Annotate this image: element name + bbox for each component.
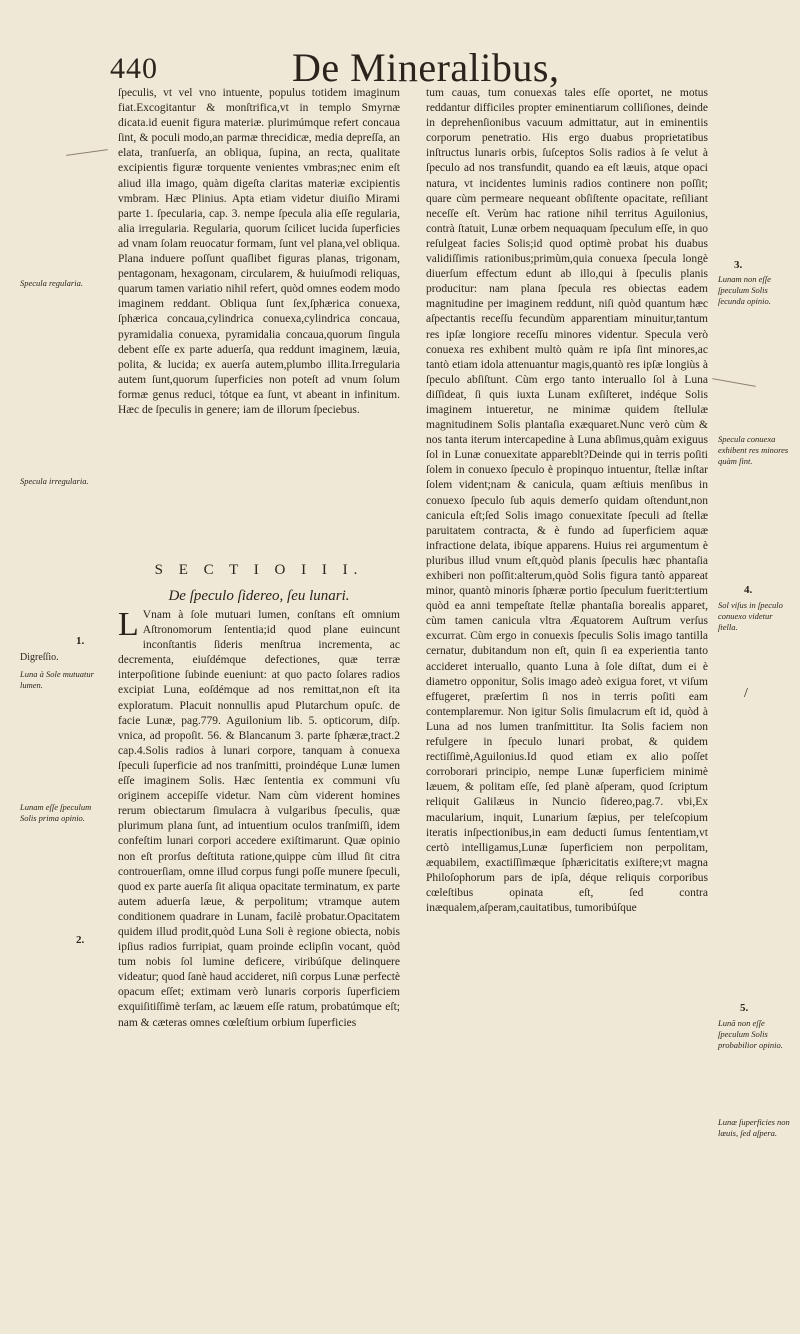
margin-note-specula-regularia: Specula regularia. xyxy=(20,278,83,288)
margin-number: 2. xyxy=(76,934,85,946)
margin-note-luna-a-sole: Luna à Sole mutuatur lumen. xyxy=(20,669,94,690)
ink-stroke xyxy=(712,378,756,387)
page-number: 440 xyxy=(110,52,158,85)
margin-number: 1. xyxy=(76,635,85,647)
margin-note-specula-convexa: Specula conuexa exhibent res minores quàm ſint. xyxy=(718,434,789,466)
margin-note-digressio: Digreſſio. xyxy=(20,652,59,663)
running-title: De Mineralibus, xyxy=(292,45,560,90)
paragraph: tum cauas, tum conuexas tales eſſe oportet, ne motus reddantur difficiles propter eminentiarum colliſiones, deinde in deprehenſionibus vacuum admittatur, aut in eminentiis corporum penetratio. His ergo duabus proprietatibus inſtructus lunaris orbis, ſuſceptos Solis radios à ſe velut à ſpeculo ad nos transfundit, quando ea eſt læuis, atque opaci natura, vt incidentes luminis radios continere non poſſit; quare cùm permeare nequeant obſiſtente opacitate, reſiliant neceſſe eſt. Verùm hac ratione nihil territus Aguilonius, contrà ſtatuit, Lunæ orbem nequaquam ſpeculum eſſe, in quo reſulgeat facies Solis;id quod optimè probat his duabus validiſſimis rationibus;primùm,quia conuexa ſpecula longè diuerſum effectum edunt ab illo,qui à ſpeculis planis producitur: nam plana ſpecula res obiectas eadem magnitudine per imaginem reddunt, niſi quòd quantum hæc aſpectantis receſſu fecundùm apparentiam minuitur,tantum res ipſæ longiore receſſu minores videntur. Specula verò conuexa res exhibent multò quàm re ipſa ſint minores,ac tantò etiam idola attenuantur magis,quantò res ipſæ longiùs à ſpeculo abſiſtunt. Cùm ergo tanto interuallo ſol à Luna diſſideat, ſi quis iuxta Lunam exſiſteret, indéque Solis imaginem intueretur, ne minimæ quidem ſtellulæ magnitudinem Solis plantaſia exæquaret.Nunc verò cùm & nos tanta iterum intercapedine à Luna abſimus,quàm exiguus ſol in Lunæ conuexitate appareblt?Deinde qui in terris poſiti ſolem in conuexo ſpeculo è propinquo intuentur, ſtellæ inſtar ſolem vident;nam & canicula, quam æſtiuis menſibus in conuexo ſpeculo ſub aquis demerſo quidam oſtendunt,non canicula eſt;ſed Solis imago conuexitate ſpeculi ad ſtellæ paruitatem contracta, & è fundo ad ſuperficiem aquæ infractione delata, ibíque apparens. Huius rei argumentum è pluribus illud vnum eſt,quòd planis ſpeculis hæc phantaſia exhiberi non poſſit:alterum,quòd Solis figura tantò appareat minor, quantò minoris ſphæræ portio ſpeculum fuerit:tertium quòd ea anni tempeſtate ſtellæ phantaſia borealis apparet, cùm tamen canicula vltra Æquatorem Auſtrum verſus excurrat. Cùm ergo in conuexis ſpeculis Solis imago tantilla cernatur, dubitandum non eſt, quin ſi ea experientia tanto accideret interuallo, quanto Luna à ſole diſtat, dum ei è diametro opponitur, Solis imago adeò exigua foret, vt viſum effugeret, præſertim ſi nos in terris poſiti eam contemplaremur. Non igitur Solis ſimulacrum eſt id, quòd à Luna ad nos lumen tranſmittitur. Ita Solis faciem non refulgere in ſpeculo lunari probat, & quidem rectiſſimè,Aguilonius.Id quod etiam ex alio poſſet corroborari principio, nempe Lunæ ſuperficiem minimè læuem, & politam eſſe, ſed planè aſperam, quod ſcriptum reliquit Galilæus in Nuncio ſidereo,pag.7. vbi,Ex macularium, inquit, Lunarium ſæpius, per teleſcopium iteratis inſpectionibus,in eam deducti ſumus ſententiam,vt certò intelligamus,Lunæ ſuperficiem non perpolitam, æquabilem, exactiſſimæque ſphæricitatis exiſtere;vt magna Philoſophorum pars de ipſa, déque reliquis corporibus cœleſtibus opinata eſt, ſed contra inæqualem,aſperam,cauitatibus, tumoribúſque xyxy=(426,87,708,915)
drop-cap: L xyxy=(118,606,139,643)
margin-number: 3. xyxy=(734,259,743,271)
margin-note-luna-superficies: Lunæ ſuperficies non læuis, ſed aſpera. xyxy=(718,1117,790,1138)
margin-number: 4. xyxy=(744,584,753,596)
margin-note-lunam-non-speculum: Lunā non eſſe ſpeculum Solis probabilior opinio. xyxy=(718,1018,783,1050)
paragraph xyxy=(118,608,400,1031)
left-column-top xyxy=(118,86,400,418)
section-title: S E C T I O I I I. xyxy=(154,562,364,578)
right-column xyxy=(426,86,708,916)
margin-note-specula-irregularia: Specula irregularia. xyxy=(20,476,89,486)
paragraph: ſpeculis, vt vel vno intuente, populus totidem imaginum fiat.Excogitantur & monſtrifica,vt in templo Smyrnæ dicata.id euenit figura materiæ. plurimúmque refert concaua ſint, & poculi modo,an parmæ threcidicæ, media depreſſa, an elata, tranſuerſa, an obliqua, ſupina, an recta, qualitate excipientis figuræ torquente venientes vmbras;nec enim eſt aliud illa imago, quàm digeſta claritas materiæ excipientis vmbram. Hæc Plinius. Apta etiam videtur diuiſio Mirami parte 1. ſpecularia, cap. 3. nempe ſpecula alia eſſe regularia, alia irregularia. Regularia, quorum ſcilicet lucida ſuperficies ad vnam ſolam reuocatur formam, ſunt vel plana,vel obliqua. Plana induere poſſunt quaſlibet figuras planas, trigonam, pentagonam, hexagonam, circularem, & huiuſmodi reliquas, quarum tamen variatio nihil refert, quòd omnes eodem modo imaginem reddant. Obliqua ſunt ſex,ſphærica conuexa, ſphærica concaua,cylindrica conuexa,cylindrica concaua, pyramidalia conuexa, pyramidalia concaua,quorum ſingula debent eſſe ex parte aduerſa, qua reddunt imaginem, læuia, polita, & lucida; ex auerſa autem,plumbo illita.Irregularia autem ſunt,quorum ſuperficies non poteſt ad vnum ſolum formæ genus reduci, tótque ea ſunt, vt abeant in infinitum. Hæc de ſpeculis in genere; iam de illorum ſpeciebus. xyxy=(118,87,400,416)
margin-number: 5. xyxy=(740,1002,749,1014)
margin-note-lunam-non-esse: Lunam non eſſe ſpeculum Solis ſecunda opinio. xyxy=(718,274,771,306)
left-column-bottom xyxy=(118,608,400,1031)
section-subtitle: De ſpeculo ſidereo, ſeu lunari. xyxy=(168,588,350,604)
margin-note-sol-visus: Sol viſus in ſpeculo conuexo videtur ſtella. xyxy=(718,600,783,632)
margin-note-lunam-esse-speculum: Lunam eſſe ſpeculum Solis prima opinio. xyxy=(20,802,92,823)
paragraph-text: Vnam à ſole mutuari lumen, conſtans eſt omnium Aſtronomorum ſententia;id quod plane euincunt inconſtantis ſideris menſtrua incrementa, ac decrementa, eiuſdémque defectiones, quæ terræ interpoſitione ſubinde eueniunt: at quo pacto ſolares radios excipiat Luna, eoſdémque ad nos remittat,non eſt ita exploratum. Placuit nonnullis apud Plutarchum opuſc. de facie Lunæ, pag.779. Aguilonium lib. 5. opticorum, diſp. vnica, ad propoſit. 56. & Blancanum 3. parte ſphæræ,tract.2 cap.4.Solis radios à lunari corpore, tanquam à conuexa ſpeculi ſuperficie ad nos tranſmitti, proindéque Lunæ lumen eſſe imaginem Solis. Hæc ſententia ex communi vſu originem accepiſſe videtur. Nam cùm viderent homines rerum obiectarum ſimulacra à vulgaribus ſpeculis, quæ plurimum plana ſunt, ad intuentium oculos tranſmiſſi, idem confeſtim lunari corpori accedere exiſtimarunt. Quæ opinio non eſt prorſus deſtituta ratione,quippe cùm illud ſit citra controuerſiam, omne illud corpus fungi poſſe munere ſpeculi, quod ex parte auerſa ſit aliqua opacitate terminatum, ex parte autem aduerſa læue, & perpolitum; vtramque autem conditionem quadrare in Lunam, facilè probatur.Opacitatem quidem illud prodit,quòd Luna Soli è regione obiecta, nobis ipſius radios furripiat, quam proinde eclipſin vocant, quòd tum nobis ſol lumine deficere, viribúſque delinquere videatur; quod ſanè haud accideret, niſi corpus Lunæ perfectè opacum eſſet; extimam verò lunaris corporis ſuperficiem exquiſitiſſimè terſam, ac læuem eſſe ratum, probatúmque eſt; nam & cæteras omnes cœleſtium orbium ſuperficies xyxy=(118,609,400,1029)
ink-stroke xyxy=(66,149,108,156)
margin-slash-mark: / xyxy=(744,686,748,701)
